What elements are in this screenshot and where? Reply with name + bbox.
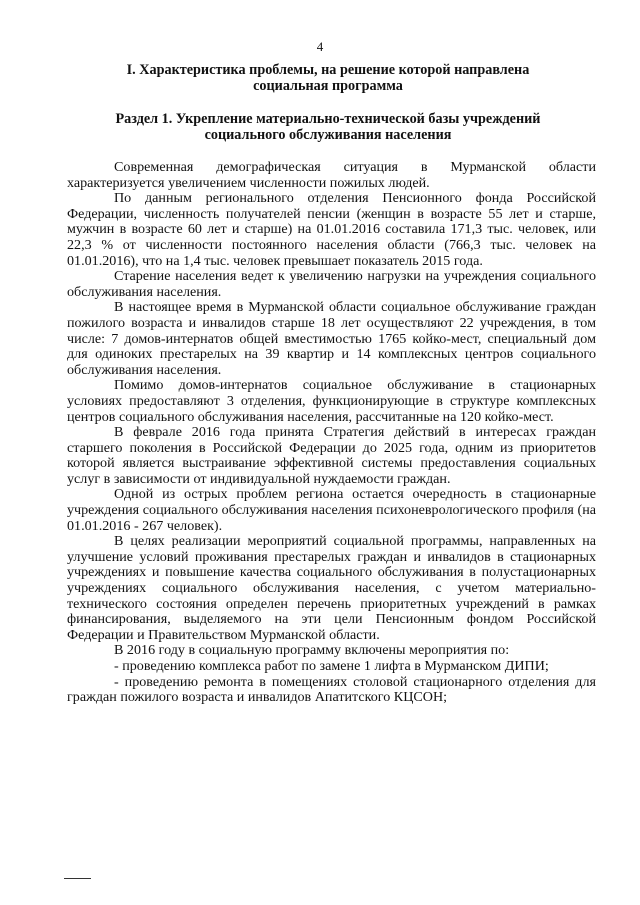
body-text <box>67 160 596 706</box>
paragraph: В целях реализации мероприятий социальной программы, направленных на улучшение условий проживания престарелых граждан и инвалидов в стационарных учреждениях и повышение качества социального обслуживания в полустационарных учреждениях социального обслуживания населения, с учетом материально-технического состояния определен перечень приоритетных учреждений в рамках финансирования, выделяемого на эти цели Пенсионным фондом Российской Федерации и Правительством Мурманской области. <box>67 533 596 643</box>
paragraph: Старение населения ведет к увеличению нагрузки на учреждения социального обслуживания населения. <box>67 268 596 300</box>
list-item: - проведению комплекса работ по замене 1 лифта в Мурманском ДИПИ; <box>114 658 549 674</box>
chapter-heading: I. Характеристика проблемы, на решение которой направлена социальная программа <box>126 62 530 94</box>
section-heading: Раздел 1. Укрепление материально-технической базы учреждений социального обслуживания населения <box>115 111 541 143</box>
paragraph: В 2016 году в социальную программу включены мероприятия по: <box>114 642 510 659</box>
paragraph: Современная демографическая ситуация в Мурманской области характеризуется увеличением численности пожилых людей. <box>67 159 596 191</box>
paragraph: В феврале 2016 года принята Стратегия действий в интересах граждан старшего поколения в Российской Федерации до 2025 года, одним из приоритетов которой является выстраивание эффективной системы предоставления социальных услуг в зависимости от индивидуальной нуждаемости граждан. <box>67 424 596 487</box>
list-item: - проведению ремонта в помещениях столовой стационарного отделения для граждан пожилого возраста и инвалидов Апатитского КЦСОН; <box>67 673 596 706</box>
paragraph: Одной из острых проблем региона остается очередность в стационарные учреждения социального обслуживания населения психоневрологического профиля (на 01.01.2016 - 267 человек). <box>67 486 596 534</box>
paragraph: По данным регионального отделения Пенсионного фонда Российской Федерации, численность получателей пенсии (женщин в возрасте 55 лет и старше, мужчин в возрасте 60 лет и старше) на 01.01.2016 составила 171,3 тыс. человек, или 22,3 % от численности постоянного населения области (766,3 тыс. человек на 01.01.2016), что на 1,4 тыс. человек превышает показатель 2015 года. <box>67 190 596 269</box>
paragraph: В настоящее время в Мурманской области социальное обслуживание граждан пожилого возраста и инвалидов старше 18 лет осуществляют 22 учреждения, в том числе: 7 домов-интернатов общей вместимостью 1765 койко-мест, специальный дом для одиноких престарелых на 39 квартир и 14 комплексных центров социального обслуживания населения. <box>67 299 596 378</box>
footnote-separator <box>64 878 91 879</box>
page-number: 4 <box>316 39 324 54</box>
paragraph: Помимо домов-интернатов социальное обслуживание в стационарных условиях предоставляют 3 отделения, функционирующие в структуре комплексных центров социального обслуживания населения, рассчитанные на 120 койко-мест. <box>67 377 596 425</box>
